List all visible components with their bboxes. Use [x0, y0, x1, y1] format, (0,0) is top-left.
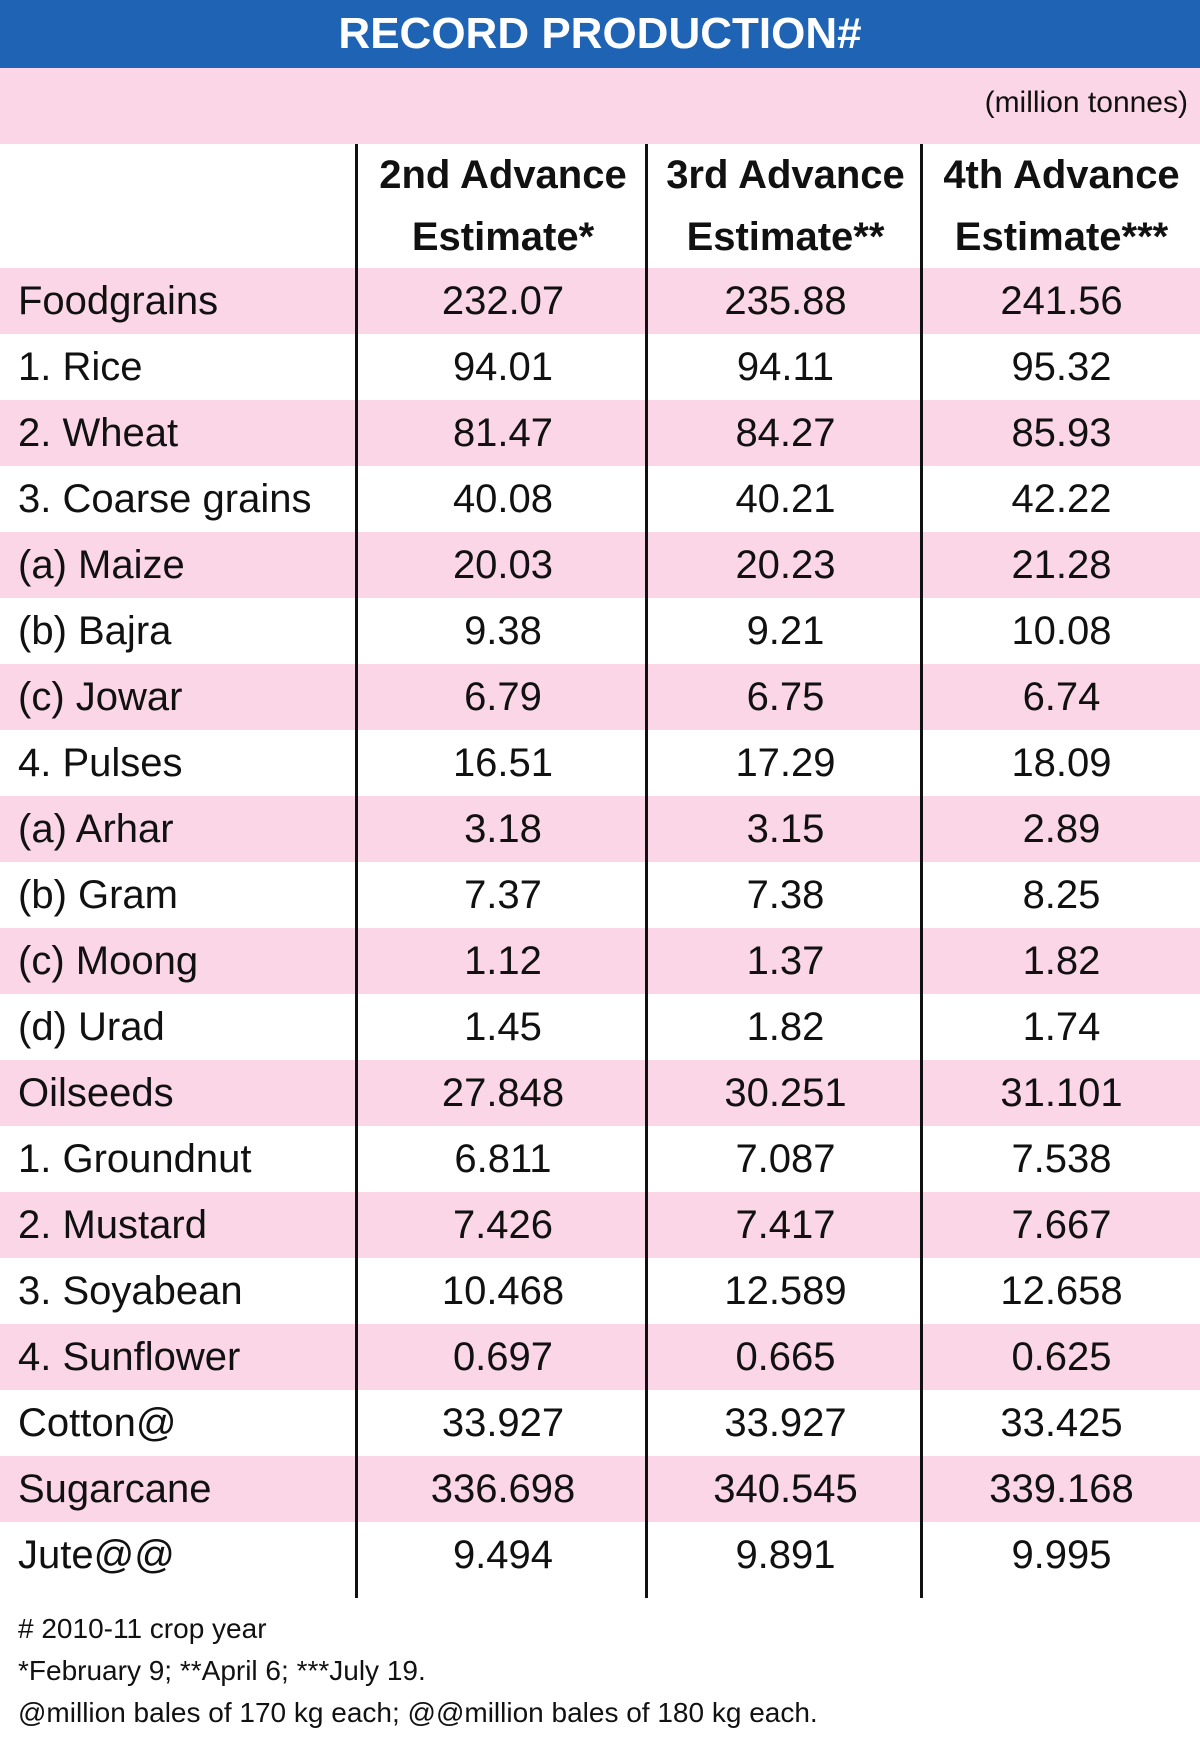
table-cell-value: 33.425 — [1000, 1401, 1123, 1445]
table-cell-value: 0.697 — [452, 1335, 554, 1379]
table-row — [0, 598, 1200, 664]
table-cell-value: 40.08 — [452, 477, 554, 521]
table-cell-value: 10.08 — [1011, 609, 1112, 653]
table-cell-value: 235.88 — [724, 279, 847, 323]
table-cell-value: 2.89 — [1022, 807, 1101, 851]
table-row — [0, 268, 1200, 334]
table-row — [0, 928, 1200, 994]
table-cell-value: 1.82 — [746, 1005, 825, 1049]
row-label: (c) Jowar — [18, 675, 183, 719]
row-label: 3. Coarse grains — [18, 477, 312, 521]
table-row — [0, 730, 1200, 796]
table-cell-value: 3.18 — [464, 807, 542, 851]
column-header-2nd-advance — [358, 144, 648, 268]
table-cell-value: 241.56 — [1000, 279, 1123, 323]
row-label: 3. Soyabean — [18, 1269, 243, 1313]
table-cell-value: 340.545 — [713, 1467, 858, 1511]
table-row — [0, 1192, 1200, 1258]
table-cell-value: 94.11 — [736, 345, 835, 389]
table-cell-value: 7.38 — [746, 873, 825, 917]
row-label: 1. Groundnut — [18, 1137, 252, 1181]
table-row — [0, 1324, 1200, 1390]
table-cell-value: 7.667 — [1011, 1203, 1112, 1247]
row-label: (b) Gram — [18, 873, 178, 917]
column-header-line2: Estimate* — [411, 215, 595, 259]
table-cell-value: 81.47 — [452, 411, 554, 455]
row-label: Foodgrains — [18, 279, 219, 323]
table-cell-value: 6.811 — [454, 1137, 552, 1181]
row-label: Sugarcane — [18, 1467, 212, 1511]
table-cell-value: 95.32 — [1011, 345, 1112, 389]
table-cell-value: 9.21 — [746, 609, 825, 653]
table-cell-value: 1.37 — [746, 939, 825, 983]
table-cell-value: 7.538 — [1011, 1137, 1112, 1181]
column-header-line2: Estimate*** — [954, 215, 1169, 259]
table-cell-value: 1.74 — [1022, 1005, 1101, 1049]
column-header-line1: 4th Advance — [943, 153, 1180, 197]
table-cell-value: 1.12 — [464, 939, 542, 983]
table-cell-value: 7.087 — [735, 1137, 836, 1181]
table-cell-value: 1.82 — [1022, 939, 1101, 983]
table-cell-value: 40.21 — [735, 477, 836, 521]
table-cell-value: 7.37 — [464, 873, 542, 917]
table-cell-value: 16.51 — [452, 741, 554, 785]
table-cell-value: 20.23 — [735, 543, 836, 587]
table-cell-value: 6.74 — [1022, 675, 1101, 719]
table-row — [0, 862, 1200, 928]
title-bar — [0, 0, 1200, 68]
row-label: (a) Maize — [18, 543, 185, 587]
table-row — [0, 1060, 1200, 1126]
table-cell-value: 84.27 — [735, 411, 836, 455]
table-cell-value: 0.625 — [1011, 1335, 1112, 1379]
table-row — [0, 796, 1200, 862]
table-cell-value: 232.07 — [441, 279, 565, 323]
table-cell-value: 339.168 — [989, 1467, 1134, 1511]
row-label: Oilseeds — [18, 1071, 174, 1115]
footnote-crop-year: # 2010-11 crop year — [18, 1613, 267, 1644]
table-cell-value: 9.38 — [464, 609, 542, 653]
table-row — [0, 532, 1200, 598]
table-cell-value: 17.29 — [735, 741, 836, 785]
table-row — [0, 1522, 1200, 1588]
table-cell-value: 20.03 — [452, 543, 554, 587]
table-cell-value: 21.28 — [1011, 543, 1112, 587]
column-divider — [645, 144, 648, 1598]
table-row — [0, 1390, 1200, 1456]
row-label: (c) Moong — [18, 939, 199, 983]
unit-bar — [0, 68, 1200, 144]
page-title: RECORD PRODUCTION# — [338, 9, 862, 58]
table-row — [0, 334, 1200, 400]
footnotes — [18, 1608, 1188, 1734]
footnote-bale-units: @million bales of 170 kg each; @@million bales of 180 kg each. — [18, 1697, 818, 1728]
table-row — [0, 466, 1200, 532]
table-cell-value: 6.79 — [464, 675, 542, 719]
unit-label: (million tonnes) — [984, 86, 1188, 119]
footnote-estimate-dates: *February 9; **April 6; ***July 19. — [18, 1655, 426, 1686]
table-row — [0, 1258, 1200, 1324]
row-label: 2. Wheat — [18, 411, 179, 455]
table-cell-value: 7.426 — [452, 1203, 554, 1247]
table-cell-value: 31.101 — [1000, 1071, 1123, 1115]
production-table — [0, 144, 1200, 1598]
row-label: (b) Bajra — [18, 609, 172, 653]
table-cell-value: 33.927 — [441, 1401, 565, 1445]
column-divider — [920, 144, 923, 1598]
table-cell-value: 0.665 — [735, 1335, 836, 1379]
table-cell-value: 9.995 — [1011, 1533, 1112, 1577]
table-cell-value: 18.09 — [1011, 741, 1112, 785]
table-cell-value: 94.01 — [452, 345, 554, 389]
table-cell-value: 10.468 — [441, 1269, 565, 1313]
row-label: 4. Pulses — [18, 741, 183, 785]
column-header-line1: 3rd Advance — [666, 153, 905, 197]
column-header-line1: 2nd Advance — [379, 153, 627, 197]
row-label: (a) Arhar — [18, 807, 174, 851]
table-cell-value: 12.658 — [1000, 1269, 1123, 1313]
table-cell-value: 85.93 — [1011, 411, 1112, 455]
table-cell-value: 9.494 — [452, 1533, 554, 1577]
table-row — [0, 1456, 1200, 1522]
row-label: 2. Mustard — [18, 1203, 207, 1247]
table-row — [0, 1126, 1200, 1192]
row-label: 1. Rice — [18, 345, 143, 389]
table-cell-value: 336.698 — [430, 1467, 576, 1511]
column-divider — [355, 144, 358, 1598]
table-cell-value: 9.891 — [735, 1533, 836, 1577]
table-cell-value: 12.589 — [724, 1269, 847, 1313]
table-cell-value: 8.25 — [1022, 873, 1101, 917]
table-cell-value: 7.417 — [735, 1203, 836, 1247]
table-row — [0, 400, 1200, 466]
table-header-row — [0, 144, 1200, 268]
column-header-3rd-advance — [648, 144, 923, 268]
row-label: Cotton@ — [18, 1401, 177, 1445]
column-header-4th-advance — [923, 144, 1200, 268]
table-row — [0, 994, 1200, 1060]
column-header-line2: Estimate** — [686, 215, 885, 259]
row-label: 4. Sunflower — [18, 1335, 241, 1379]
table-cell-value: 30.251 — [724, 1071, 847, 1115]
table-cell-value: 3.15 — [746, 807, 825, 851]
table-cell-value: 42.22 — [1011, 477, 1112, 521]
row-label: (d) Urad — [18, 1005, 165, 1049]
table-row — [0, 664, 1200, 730]
table-cell-value: 6.75 — [746, 675, 825, 719]
table-cell-value: 27.848 — [441, 1071, 565, 1115]
table-cell-value: 33.927 — [724, 1401, 847, 1445]
row-label: Jute@@ — [18, 1533, 175, 1577]
table-cell-value: 1.45 — [464, 1005, 542, 1049]
